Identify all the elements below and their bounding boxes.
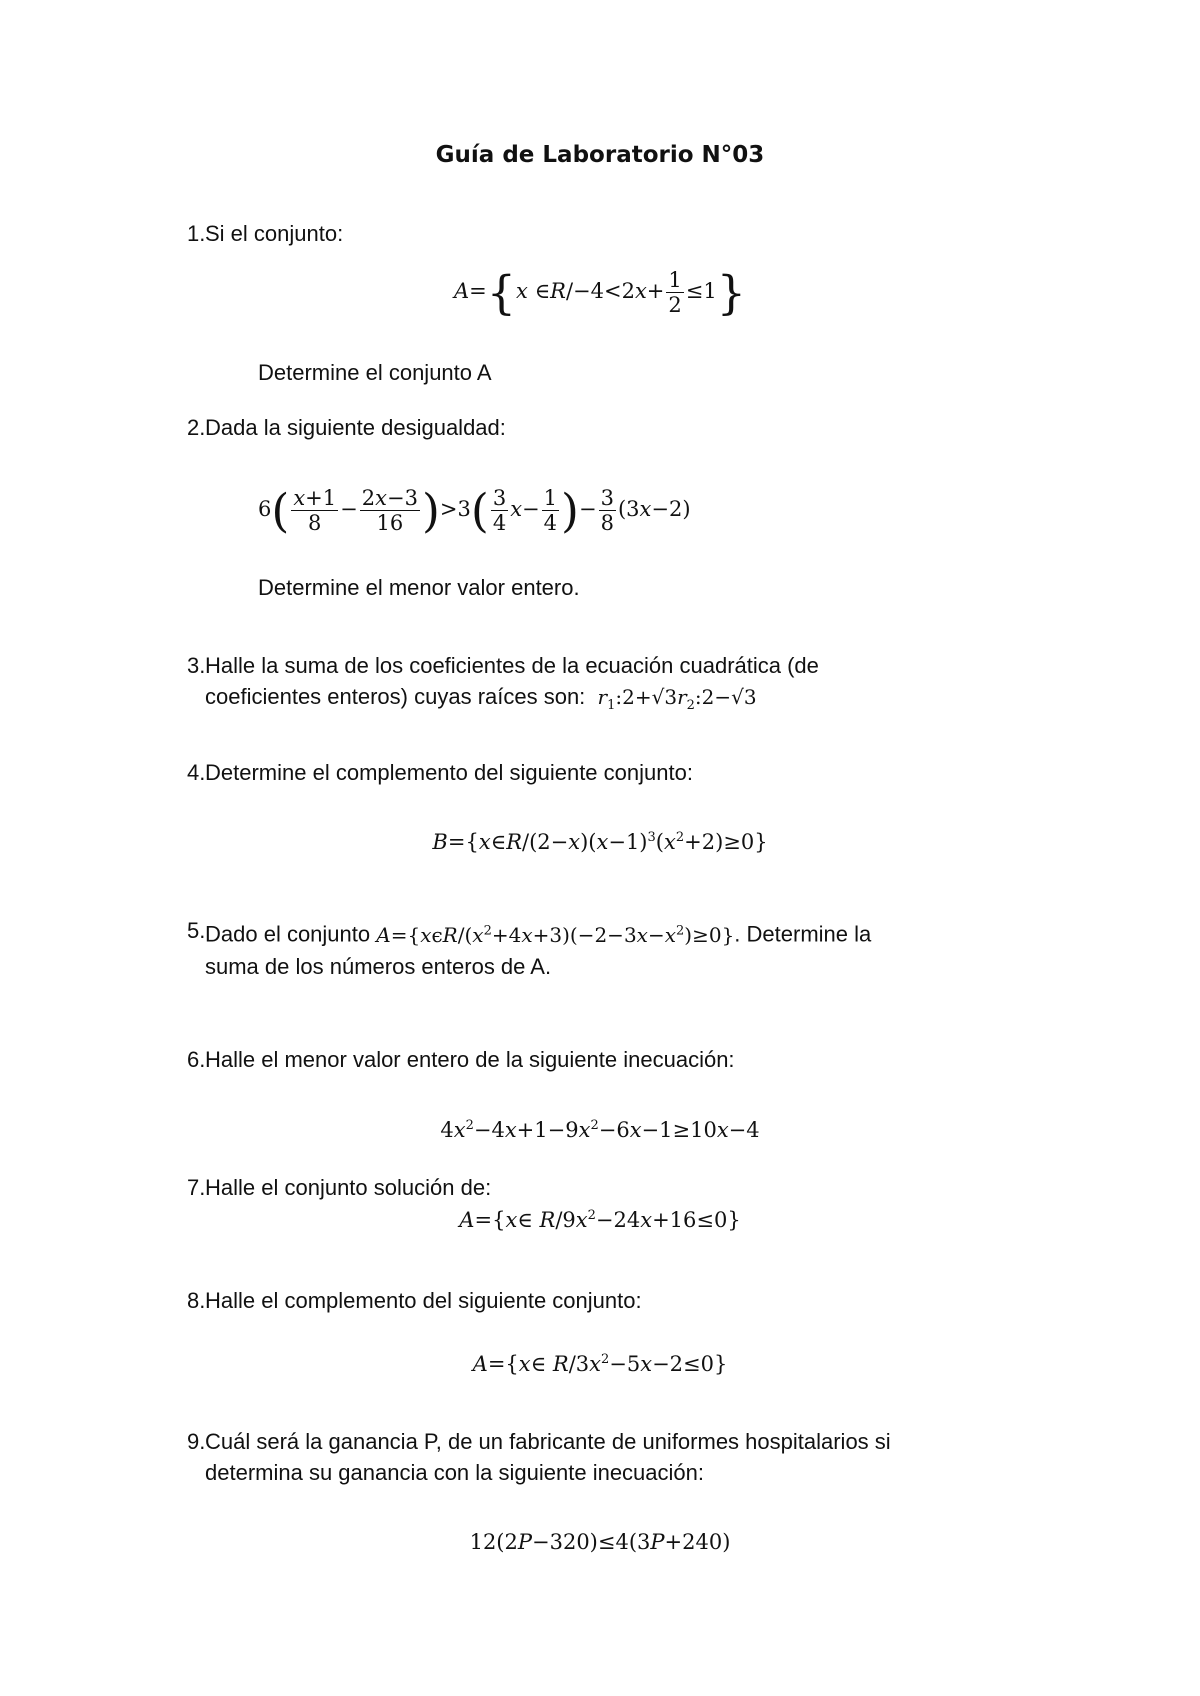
page-title: Guía de Laboratorio N°03 — [435, 142, 765, 168]
exercise-text-line1: Cuál será la ganancia P, de un fabricante de uniformes hospitalarios si — [205, 1429, 891, 1454]
equation-8: A={x∈ $R/3x^2-5x-2\le 0$} — [472, 1352, 728, 1376]
equation-1: A={x ∈R/−4<2x+ $\frac{1}{2}$ ≤1} — [453, 265, 747, 320]
exercise-text: Halle el menor valor entero de la siguiente inecuación: — [205, 1047, 735, 1072]
exercise-text-line2: coeficientes enteros) cuyas raíces son: — [205, 684, 586, 709]
exercise-text-line2: determina su ganancia con la siguiente inecuación: — [205, 1460, 704, 1485]
exercise-text: Determine el complemento del siguiente conjunto: — [205, 760, 693, 785]
exercise-text: Halle el complemento del siguiente conjunto: — [205, 1288, 642, 1313]
exercise-text-after: . Determine la — [734, 921, 872, 947]
exercise-text-line1: Halle la suma de los coeficientes de la ecuación cuadrática (de — [205, 653, 819, 678]
equation-4: $B=\{x\in R/(2-x)(x-1)^3(x^2+2)\ge 0\}$ — [432, 830, 768, 854]
exercise-1-note: Determine el conjunto A — [258, 360, 492, 385]
exercise-2 — [187, 412, 1025, 443]
exercise-3 — [187, 650, 1025, 721]
exercise-number: 3. — [187, 653, 206, 678]
exercise-5 — [187, 915, 1025, 982]
exercise-6 — [187, 1044, 1025, 1075]
exercise-text: Dada la siguiente desigualdad: — [205, 415, 506, 440]
exercise-number: 5. — [187, 918, 206, 943]
roots-expression: $r_1:2+√3r_2:2-√3$ — [597, 685, 757, 713]
exercise-number: 7. — [187, 1175, 206, 1200]
equation-7: A={x∈ $R/9x^2-24x+16\le 0$} — [459, 1208, 741, 1232]
exercise-8 — [187, 1285, 1025, 1316]
exercise-number: 2. — [187, 415, 206, 440]
exercise-9 — [187, 1426, 1025, 1488]
exercise-text: Si el conjunto: — [205, 221, 344, 246]
exercise-2-note: Determine el menor valor entero. — [258, 575, 580, 600]
exercise-text-line2: suma de los números enteros de A. — [205, 953, 552, 979]
exercise-text-before: Dado el conjunto — [205, 921, 371, 947]
exercise-7 — [187, 1172, 1025, 1203]
equation-9: 12(2P−320)≤4(3P+240) — [469, 1530, 731, 1554]
exercise-1 — [187, 218, 1025, 249]
exercise-4 — [187, 757, 1025, 788]
equation-6: $4x^2-4x+1-9x^2-6x-1\ge 10x-4$ — [440, 1118, 760, 1142]
exercise-number: 8. — [187, 1288, 206, 1313]
exercise-number: 1. — [187, 221, 206, 246]
exercise-number: 6. — [187, 1047, 206, 1072]
exercise-number: 9. — [187, 1429, 206, 1454]
equation-2: 6( $\frac{x+1}{8}$ − $\frac{2x-3}{16}$ )>3( $\frac{3}{4}$ x− $\frac{1}{4}$ )− $\frac{3}{8}$ (3x−2) — [258, 483, 691, 538]
exercise-text: Halle el conjunto solución de: — [205, 1175, 492, 1200]
set-expression: $A=\{x\epsilon R/(x^2+4x+3)(-2-3x-x^2)\ge 0\}$ — [376, 922, 735, 947]
exercise-number: 4. — [187, 760, 206, 785]
